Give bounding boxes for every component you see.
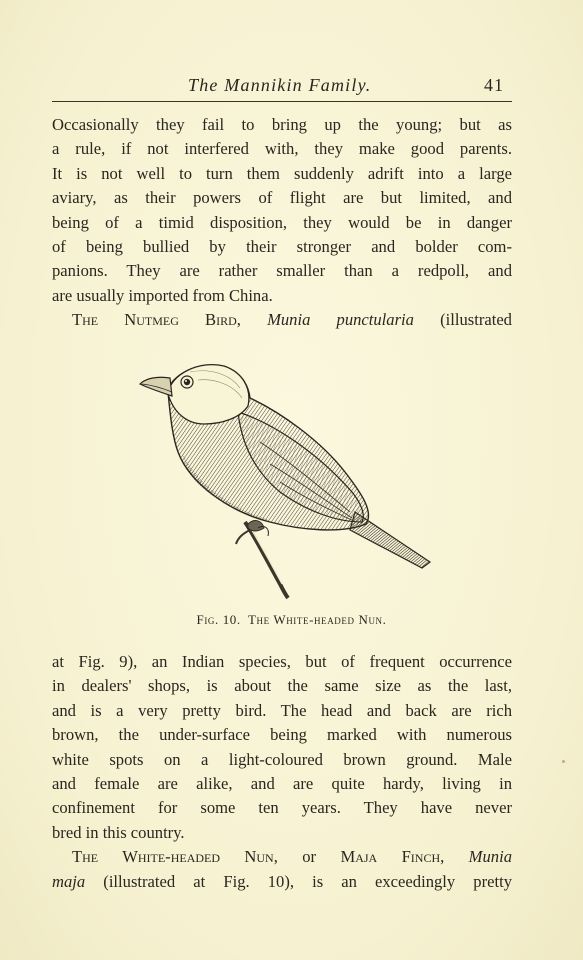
text-line: and female are alike, and are quite hardy, living in [52,773,512,793]
text-line [52,870,512,894]
white-headed-nun-line [52,845,512,869]
text-line: It is not well to turn them suddenly adrift into a large [52,163,512,183]
running-head [52,72,512,96]
text-line: are usually imported from China. [52,285,273,305]
bottom-paragraph [52,650,512,894]
nutmeg-bird-latin: Munia punctularia [267,310,414,330]
text-line: at Fig. 9), an Indian species, but of frequent occurrence [52,652,512,671]
text-line: aviary, as their powers of flight are but limited, and [52,188,512,208]
white-headed-nun-latin-genus: Munia [468,847,512,867]
header-rule [52,101,512,102]
text-line: and is a very pretty bird. The head and back are rich [52,700,512,720]
text-line: confinement for some ten years. They have never [52,798,512,818]
nutmeg-bird-tail: (illustrated [440,310,512,330]
running-title: The Mannikin Family. [188,75,372,95]
paper-speck [562,760,565,763]
figure-caption [0,612,583,628]
nutmeg-bird-line [52,308,512,332]
white-headed-nun-latin-species: maja [52,871,86,891]
maja-finch-heading: Maja Finch, [340,847,445,867]
top-paragraph [52,113,512,333]
nutmeg-bird-heading: The Nutmeg Bird, [72,310,241,330]
figure-title: The White-headed Nun. [247,612,387,627]
text-line: brown, the under-surface being marked with numerous [52,725,512,745]
text-line: a rule, if not interfered with, they make good parents. [52,139,512,159]
white-headed-nun-tail: (illustrated at Fig. 10), is an exceedingly pretty [103,871,512,891]
figure-number: Fig. 10. [196,612,241,627]
white-headed-nun-heading: The White-headed Nun, [72,847,278,867]
text-line: of being bullied by their stronger and bolder com- [52,236,512,256]
white-headed-nun-or: or [302,847,317,867]
text-line: panions. They are rather smaller than a redpoll, and [52,261,512,281]
bird-engraving [130,352,440,602]
text-line: bred in this country. [52,822,185,842]
text-line: Occasionally they fail to bring up the young; but as [52,115,512,134]
text-line: being of a timid disposition, they would be in danger [52,212,512,232]
page-number: 41 [484,75,504,95]
text-line: in dealers' shops, is about the same size as the last, [52,676,512,696]
text-line: white spots on a light-coloured brown ground. Male [52,749,512,769]
